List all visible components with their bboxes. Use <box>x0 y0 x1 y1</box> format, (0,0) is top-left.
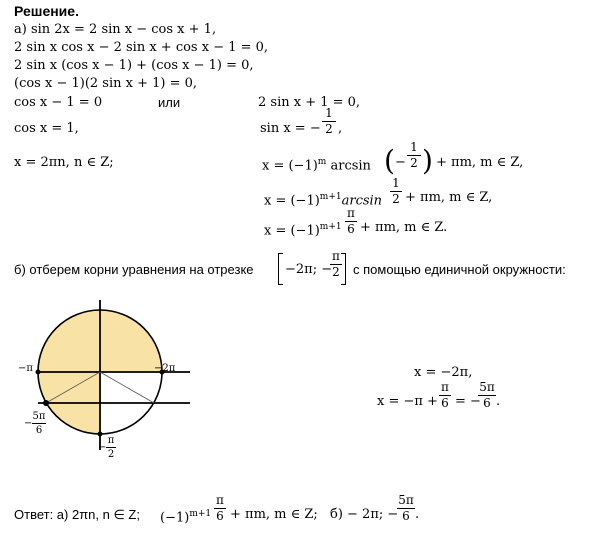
radius-right <box>100 372 154 403</box>
result-2-end: . <box>496 394 501 409</box>
result-2: x = −π + <box>377 394 438 409</box>
eq-line-4: (cos x − 1)(2 sin x + 1) = 0, <box>14 76 198 91</box>
comma: , <box>338 121 343 136</box>
point-minus-5pi-6 <box>43 400 49 406</box>
label-5pi-sign: − <box>24 418 33 429</box>
right-case-1: 2 sin x + 1 = 0, <box>258 95 361 110</box>
label-5pi-6: 5π 6 <box>32 411 46 436</box>
right-case-4-tail: + πm, m ∈ Z, <box>405 190 493 205</box>
answer-mid: $(-1)^{m+1}$ <box>160 509 212 526</box>
answer-end: . <box>415 507 420 522</box>
unit-circle-figure <box>0 290 240 470</box>
result-1: x = −2π, <box>414 365 473 380</box>
minus: − <box>395 155 406 170</box>
eq-line-2: 2 sin x cos x − 2 sin x + cos x − 1 = 0, <box>14 40 269 55</box>
part-b-intro: б) отберем корни уравнения на отрезке <box>14 262 254 277</box>
frac-pi-six-b: π 6 <box>439 381 451 410</box>
segment-left-value: −2π; − <box>285 262 333 277</box>
result-2-mid: = − <box>455 394 481 409</box>
frac-pi-two-segment: π 2 <box>330 250 342 279</box>
answer-b: б) − 2π; − <box>330 507 399 522</box>
right-case-2: sin x = − <box>260 121 321 136</box>
left-case-1: cos x − 1 = 0 <box>14 95 103 110</box>
shaded-quadrant-upper-left <box>38 310 100 372</box>
answer-mid-tail: + πm, m ∈ Z; <box>230 507 318 522</box>
left-case-3: x = 2πn, n ∈ Z; <box>14 155 114 170</box>
answer-frac-pi-6: π 6 <box>214 494 226 523</box>
left-paren: ( <box>384 144 395 177</box>
point-minus-pi <box>36 370 41 375</box>
right-case-4: $x = (-1)^{m+1}\arcsin$ <box>264 192 383 209</box>
left-case-2: cos x = 1, <box>14 121 79 136</box>
right-case-5: $x = (-1)^{m+1}$ <box>264 222 342 239</box>
answer-prefix: Ответ: а) 2πn, n ∈ Z; <box>14 507 140 522</box>
right-paren: ) <box>422 144 433 177</box>
segment-left-bracket <box>278 253 283 285</box>
segment-right-bracket <box>341 253 346 285</box>
label-pi-2: π 2 <box>107 435 115 460</box>
answer-frac-5pi-6: 5π 6 <box>398 493 414 523</box>
shaded-quadrant-upper-right <box>100 310 162 372</box>
label-pi2-sign: − <box>98 442 107 453</box>
eq-line-1: а) sin 2x = 2 sin x − cos x + 1, <box>14 22 217 37</box>
part-b-intro-end: с помощью единичной окружности: <box>353 262 566 277</box>
label-minus-pi: −π <box>18 363 33 374</box>
frac-one-half-c: 1 2 <box>390 177 402 206</box>
frac-one-half-a: 1 2 <box>322 107 336 136</box>
eq-line-3: 2 sin x (cos x − 1) + (cos x − 1) = 0, <box>14 58 254 73</box>
solution-title: Решение. <box>14 3 79 19</box>
right-case-3: $x = (-1)^m$ arcsin <box>262 157 371 174</box>
frac-5pi-six: 5π 6 <box>479 380 495 410</box>
label-minus-2pi: −2π <box>154 363 176 374</box>
right-case-3-tail: + πm, m ∈ Z, <box>436 155 524 170</box>
frac-one-half-b: 1 2 <box>407 141 421 170</box>
point-minus-pi-2 <box>98 432 103 437</box>
or-word: или <box>158 95 181 110</box>
right-case-5-tail: + πm, m ∈ Z. <box>360 220 448 235</box>
frac-pi-six-a: π 6 <box>345 207 357 236</box>
